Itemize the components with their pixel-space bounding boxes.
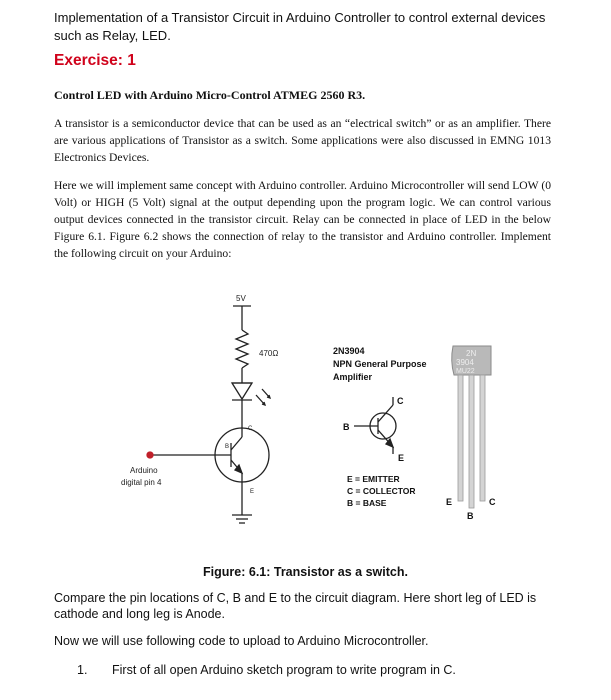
pin-b-label: B (225, 444, 230, 450)
figure-caption: Figure: 6.1: Transistor as a switch. (203, 565, 408, 579)
pin-c-label: C (248, 426, 253, 432)
resistor-label: 470Ω (259, 349, 279, 358)
package-marking-3: MU22 (456, 368, 475, 375)
arduino-pin-label: digital pin 4 (121, 478, 162, 487)
device-reference (333, 346, 496, 521)
leg-e-label: E (446, 497, 453, 507)
intro-heading: Implementation of a Transistor Circuit in Arduino Controller to control external devices such as Relay, LED. (54, 10, 546, 43)
arduino-label: Arduino (130, 466, 158, 475)
part-description-2: Amplifier (333, 372, 373, 382)
paragraph-transistor-intro: A transistor is a semiconductor device that can be used as an “electrical switch” or as an amplifier. There are various applications of Transistor as a switch. Some applications were also discussed in EMNG 1013 Electronics Devices. (54, 117, 551, 164)
symbol-b-label: B (343, 422, 350, 432)
package-marking-1: 2N (466, 349, 477, 358)
exercise-subheading: Control LED with Arduino Micro-Control ATMEG 2560 R3. (54, 88, 366, 102)
part-number: 2N3904 (333, 346, 365, 356)
symbol-e-label: E (398, 453, 405, 463)
supply-label: 5V (236, 294, 246, 303)
symbol-c-label: C (397, 396, 404, 406)
circuit-diagram (121, 294, 278, 523)
led-symbol (232, 383, 270, 405)
pin-e-label: E (250, 489, 255, 495)
leg-c-label: C (489, 497, 496, 507)
legend-emitter: E = EMITTER (347, 474, 400, 484)
leg-b-label: B (467, 511, 474, 521)
paragraph-compare-pins: Compare the pin locations of C, B and E to the circuit diagram. Here short leg of LED is cathode and long leg is Anode. (54, 591, 537, 621)
arduino-pin-dot (147, 452, 153, 458)
paragraph-code-intro: Now we will use following code to upload to Arduino Microcontroller. (54, 634, 429, 648)
ground-symbol (232, 515, 252, 523)
npn-symbol (354, 397, 396, 454)
exercise-title: Exercise: 1 (54, 52, 136, 69)
resistor-symbol (236, 330, 248, 368)
part-description-1: NPN General Purpose (333, 359, 427, 369)
package-marking-2: 3904 (456, 358, 474, 367)
step-number: 1. (77, 663, 88, 677)
legend-base: B = BASE (347, 498, 387, 508)
figure-transistor-switch (0, 285, 611, 565)
legend-collector: C = COLLECTOR (347, 486, 416, 496)
paragraph-arduino-concept: Here we will implement same concept with Arduino controller. Arduino Microcontroller will send LOW (0 Volt) or HIGH (5 Volt) signal at the output depending upon the program logic. We can control various output devices connected in the transistor circuit. Relay can be connected in place of LED in the below Figure 6.1. Figure 6.2 shows the connection of relay to the transistor and Arduino controller. Implement the following circuit on your Arduino: (54, 179, 551, 260)
step-text: First of all open Arduino sketch program to write program in C. (112, 663, 456, 677)
